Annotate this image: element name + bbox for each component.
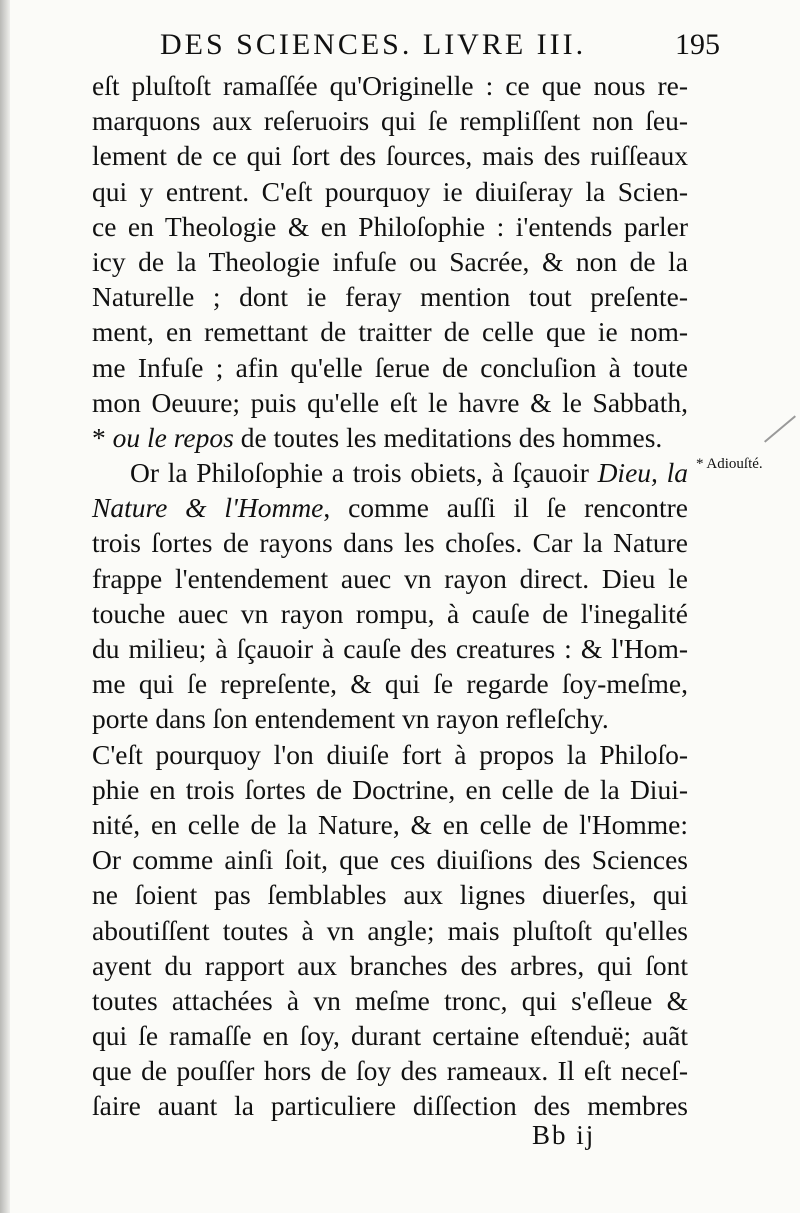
text-line: toutes attachées à vn meſme tronc, qui s'eſleue &: [92, 984, 688, 1016]
text-line: qui y entrent. C'eſt pourquoy ie diuiſeray la Scien-: [92, 175, 688, 207]
text-line: eſt pluſtoſt ramaſſée qu'Originelle : ce que nous re-: [92, 70, 688, 101]
running-title: DES SCIENCES. LIVRE III.: [160, 28, 587, 61]
text-line: que de pouſſer hors de ſoy des rameaux. Il eſt neceſ-: [92, 1055, 688, 1087]
text-line: me Infuſe ; afin qu'elle ſerue de concluſion à toute: [92, 351, 688, 383]
body-text: [92, 68, 688, 1124]
text-line: marquons aux reſeruoirs qui ſe rempliſſent non ſeu-: [92, 105, 688, 137]
italic-phrase: Nature & l'Homme: [92, 492, 324, 524]
margin-rule-mark: [764, 415, 796, 442]
running-head: [160, 28, 720, 68]
page-number: 195: [675, 28, 720, 61]
text-line-start: Or la Philoſophie a trois obiets, à ſçauoir: [130, 457, 598, 489]
text-line: Or comme ainſi ſoit, que ces diuiſions des Sciences: [92, 844, 688, 876]
text-line: C'eſt pourquoy l'on diuiſe fort à propos la Philoſo-: [92, 738, 688, 770]
text-line: ce en Theologie & en Philoſophie : i'entends parler: [92, 210, 688, 242]
text-line: phie en trois ſortes de Doctrine, en celle de la Diui-: [92, 773, 688, 805]
text-line-asterisk: [92, 420, 688, 455]
text-line-rest: , comme auſſi il ſe rencontre: [323, 492, 688, 524]
text-line: me qui ſe repreſente, & qui ſe regarde ſoy-meſme,: [92, 668, 688, 700]
text-line: frappe l'entendement auec vn rayon direct. Dieu le: [92, 562, 688, 594]
text-line: trois ſortes de rayons dans les choſes. Car la Nature: [92, 527, 688, 559]
italic-phrase: ou le repos: [112, 421, 234, 453]
text-line: nité, en celle de la Nature, & en celle de l'Homme:: [92, 808, 688, 840]
paragraph-start-line: [92, 455, 688, 490]
binding-shadow: [0, 0, 10, 1213]
text-line: Naturelle ; dont ie feray mention tout preſente-: [92, 281, 688, 313]
text-line: ſaire auant la particuliere diſſection des membres: [92, 1090, 688, 1122]
margin-note: * Adiouſté.: [696, 456, 763, 472]
signature-mark: Bb ij: [532, 1120, 596, 1150]
italic-phrase: Dieu, la: [597, 457, 688, 489]
text-line: du milieu; à ſçauoir à cauſe des creatures : & l'Hom-: [92, 633, 688, 664]
text-line: touche auec vn rayon rompu, à cauſe de l'inegalité: [92, 597, 688, 629]
text-line: [92, 490, 688, 525]
text-line: mon Oeuure; puis qu'elle eſt le havre & le Sabbath,: [92, 386, 688, 418]
text-line: ne ſoient pas ſemblables aux lignes diuerſes, qui: [92, 879, 688, 911]
asterisk-marker: *: [92, 421, 106, 453]
text-line-rest: de toutes les meditations des hommes.: [233, 421, 663, 453]
text-line: ment, en remettant de traitter de celle que ie nom-: [92, 316, 688, 348]
text-line: aboutiſſent toutes à vn angle; mais pluſtoſt qu'elles: [92, 914, 688, 946]
text-line: qui ſe ramaſſe en ſoy, durant certaine eſtenduë; auãt: [92, 1020, 688, 1052]
text-line: porte dans ſon entendement vn rayon refleſchy.: [92, 703, 609, 735]
text-line: lement de ce qui ſort des ſources, mais des ruiſſeaux: [92, 140, 688, 172]
text-line: icy de la Theologie infuſe ou Sacrée, & non de la: [92, 245, 688, 277]
text-line: ayent du rapport aux branches des arbres, qui ſont: [92, 949, 688, 981]
